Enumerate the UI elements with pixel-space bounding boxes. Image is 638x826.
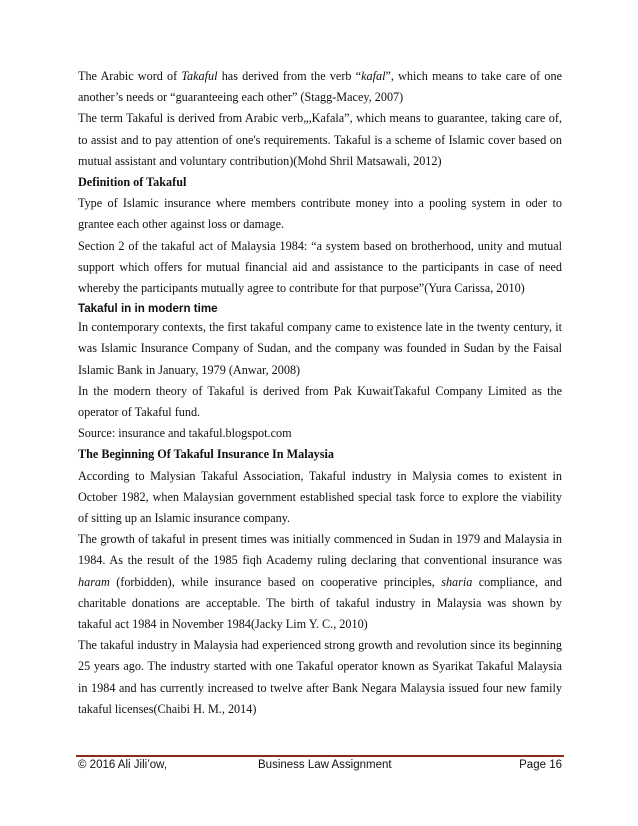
text-run: (forbidden), while insurance based on cooperative principles, [109, 574, 442, 589]
paragraph-type-islamic-insurance: Type of Islamic insurance where members contribute money into a pooling system in oder to grantee each other against loss or damage. [78, 196, 562, 232]
text-run: has derived from the verb “ [217, 69, 362, 83]
text-run: ”, which means to take care of one another’s needs or “guaranteeing each other” (Stagg-Macey, 2007) [78, 69, 562, 105]
text-run: The Arabic word of [78, 69, 182, 83]
paragraph-section-2: Section 2 of the takaful act of Malaysia 1984: “a system based on brotherhood, unity and mutual support which offers for mutual financial aid and assistance to the participants in case of need whereby the participants mutually agree to contribute for that purpose”(Yura Carissa, 2010) [78, 238, 562, 296]
italic-term-haram: haram [78, 574, 110, 589]
page-body [78, 66, 562, 720]
heading-definition: Definition of Takaful [78, 175, 187, 190]
paragraph-according-to: According to Malysian Takaful Association, Takaful industry in Malysia comes to existent in October 1982, when Malaysian government established special task force to explore the viability of sitting up an Islamic insurance company. [78, 468, 562, 526]
text-run: The growth of takaful in present times was initially commenced in Sudan in 1979 and Malaysia in 1984. As the result of the 1985 fiqh Academy ruling declaring that conventional insurance was [78, 532, 562, 568]
heading-modern-time [78, 301, 562, 317]
footer-divider [76, 755, 564, 757]
paragraph-industry-growth: The takaful industry in Malaysia had experienced strong growth and revolution since its beginning 25 years ago. The industry started with one Takaful operator known as Syarikat Takaful Malaysia in 1984 and has currently increased to twelve after Bank Negara Malaysia issued four new family takaful licenses(Chaibi H. M., 2014) [78, 638, 562, 716]
page-footer [78, 759, 562, 777]
italic-term-sharia: sharia [441, 574, 473, 589]
footer-copyright: © 2016 Ali Jili’ow, [78, 759, 168, 771]
text-run: in modern time [131, 302, 218, 316]
italic-term-kafal: kafal [361, 69, 386, 83]
paragraph-modern-theory: In the modern theory of Takaful is derived from Pak KuwaitTakaful Company Limited as the operator of Takaful fund. [78, 383, 562, 420]
footer-title: Business Law Assignment [258, 759, 392, 771]
paragraph-term-takaful: The term Takaful is derived from Arabic verb„,Kafala”, which means to guarantee, taking care of, to assist and to pay attention of one's requirements. Takaful is a scheme of Islamic cover based on mutual assistant and voluntary contribution)(Mohd Shril Matsawali, 2012) [78, 111, 562, 168]
paragraph-contemporary: In contemporary contexts, the first takaful company came to existence late in the twenty century, it was Islamic Insurance Company of Sudan, and the company was founded in Sudan by the Faisal Islamic Bank in January, 1979 (Anwar, 2008) [78, 320, 562, 377]
paragraph-source: Source: insurance and takaful.blogspot.com [78, 426, 292, 441]
paragraph-arabic-word [78, 66, 562, 108]
text-run: compliance, and charitable donations are acceptable. The birth of takaful industry in Malaysia was shown by takaful act 1984 in November 1984(Jacky Lim Y. C., 2010) [78, 574, 562, 632]
text-run: Takaful in [78, 302, 132, 316]
heading-beginning: The Beginning Of Takaful Insurance In Malaysia [78, 447, 335, 462]
paragraph-growth [78, 529, 562, 635]
italic-term-takaful: Takaful [181, 69, 218, 83]
footer-page-number: Page 16 [519, 759, 562, 771]
